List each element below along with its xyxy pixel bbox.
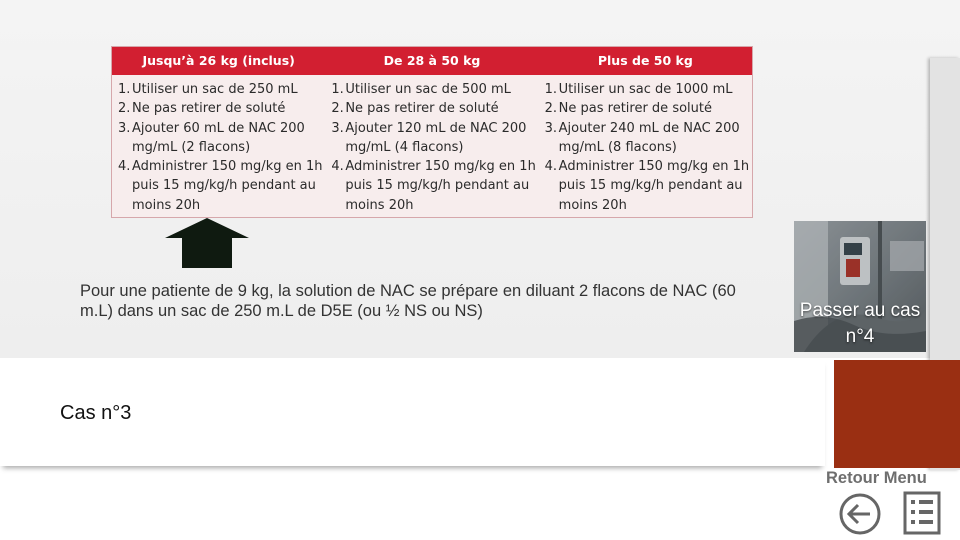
next-case-button[interactable] xyxy=(794,221,926,352)
column-header-up-to-26kg: Jusqu’à 26 kg (inclus) xyxy=(142,53,295,68)
table-step: 3. Ajouter 240 mL de NAC 200 mg/mL (8 flacons) xyxy=(544,120,740,155)
table-step: 2. Ne pas retirer de soluté xyxy=(118,101,286,117)
case-description: Pour une patiente de 9 kg, la solution de NAC se prépare en diluant 2 flacons de NAC (60 m.L) dans un sac de 250 m.L de D5E (ou ½ NS ou NS) xyxy=(80,282,736,320)
table-step: 3. Ajouter 120 mL de NAC 200 mg/mL (4 flacons) xyxy=(331,120,527,155)
column-header-over-50kg: Plus de 50 kg xyxy=(597,53,693,68)
table-step: 4. Administrer 150 mg/kg en 1h puis 15 mg/kg/h pendant au moins 20h xyxy=(118,159,323,213)
table-step: 1. Utiliser un sac de 500 mL xyxy=(331,82,511,97)
table-step: 4. Administrer 150 mg/kg en 1h puis 15 mg/kg/h pendant au moins 20h xyxy=(544,159,750,213)
next-case-label: Passer au cas n°4 xyxy=(799,300,921,347)
column-header-28-to-50kg: De 28 à 50 kg xyxy=(383,53,481,68)
accent-block xyxy=(834,360,960,468)
table-step: 4. Administrer 150 mg/kg en 1h puis 15 mg/kg/h pendant au moins 20h xyxy=(331,159,536,213)
table-column xyxy=(325,80,538,215)
back-menu-label: Retour Menu xyxy=(826,469,927,487)
table-body xyxy=(112,75,752,215)
list-menu-icon[interactable] xyxy=(902,490,942,536)
table-step: 3. Ajouter 60 mL de NAC 200 mg/mL (2 flacons) xyxy=(118,120,305,155)
up-arrow-icon xyxy=(164,217,250,269)
case-title: Cas n°3 xyxy=(60,402,132,424)
dosage-table xyxy=(111,46,753,218)
table-step: 2. Ne pas retirer de soluté xyxy=(544,101,712,117)
table-header xyxy=(112,47,752,75)
table-column xyxy=(539,80,752,215)
table-step: 2. Ne pas retirer de soluté xyxy=(331,101,499,117)
table-column xyxy=(112,80,325,215)
table-step: 1. Utiliser un sac de 250 mL xyxy=(118,82,298,97)
table-step: 1. Utiliser un sac de 1000 mL xyxy=(544,82,733,97)
back-arrow-circle-icon[interactable] xyxy=(836,492,884,536)
